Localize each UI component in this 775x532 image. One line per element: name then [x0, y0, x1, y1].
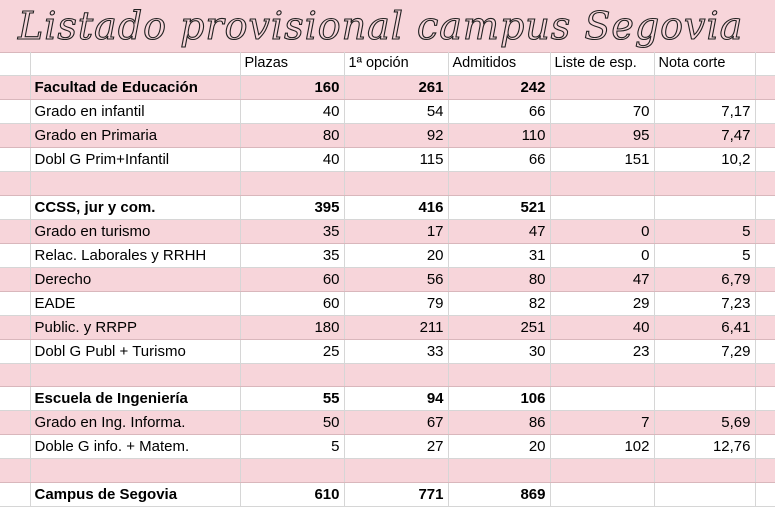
cell-primera-opcion — [344, 363, 448, 387]
cell-lista-espera — [550, 195, 654, 219]
table-row — [0, 435, 775, 459]
cell-nota-corte: 7,29 — [654, 339, 755, 363]
blank-cell — [755, 459, 775, 483]
cell-lista-espera — [550, 172, 654, 196]
blank-cell — [0, 339, 30, 363]
cell-plazas: 80 — [240, 124, 344, 148]
blank-cell — [30, 52, 240, 76]
cell-lista-espera — [550, 482, 654, 506]
cell-lista-espera — [550, 76, 654, 100]
cell-lista-espera: 29 — [550, 291, 654, 315]
cell-admitidos: 251 — [448, 315, 550, 339]
blank-cell — [0, 52, 30, 76]
title-banner — [0, 0, 775, 53]
cell-admitidos: 66 — [448, 100, 550, 124]
table-row — [0, 363, 775, 387]
cell-admitidos: 20 — [448, 435, 550, 459]
cell-admitidos: 110 — [448, 124, 550, 148]
cell-plazas: 50 — [240, 411, 344, 435]
cell-nota-corte: 7,23 — [654, 291, 755, 315]
blank-cell — [0, 219, 30, 243]
cell-plazas: 5 — [240, 435, 344, 459]
blank-cell — [755, 267, 775, 291]
blank-cell — [755, 482, 775, 506]
cell-primera-opcion: 94 — [344, 387, 448, 411]
cell-plazas: 25 — [240, 339, 344, 363]
cell-plazas: 180 — [240, 315, 344, 339]
blank-cell — [0, 291, 30, 315]
blank-cell — [755, 339, 775, 363]
cell-degree-name: Doble G info. + Matem. — [30, 435, 240, 459]
blank-cell — [0, 435, 30, 459]
blank-cell — [755, 363, 775, 387]
cell-plazas — [240, 363, 344, 387]
table-row — [0, 243, 775, 267]
cell-primera-opcion: 56 — [344, 267, 448, 291]
cell-degree-name: Grado en infantil — [30, 100, 240, 124]
table-row — [0, 219, 775, 243]
cell-lista-espera: 40 — [550, 315, 654, 339]
cell-degree-name — [30, 363, 240, 387]
cell-nota-corte: 7,47 — [654, 124, 755, 148]
cell-degree-name: Facultad de Educación — [30, 76, 240, 100]
cell-admitidos: 82 — [448, 291, 550, 315]
cell-plazas: 35 — [240, 219, 344, 243]
cell-admitidos: 242 — [448, 76, 550, 100]
cell-lista-espera — [550, 363, 654, 387]
blank-cell — [0, 387, 30, 411]
blank-cell — [0, 76, 30, 100]
cell-nota-corte: 10,2 — [654, 148, 755, 172]
cell-nota-corte — [654, 387, 755, 411]
sheet-title: Listado provisional campus Segovia — [18, 4, 744, 48]
blank-cell — [755, 195, 775, 219]
cell-plazas: 60 — [240, 267, 344, 291]
table-row — [0, 267, 775, 291]
cell-degree-name: EADE — [30, 291, 240, 315]
cell-lista-espera — [550, 387, 654, 411]
cell-lista-espera: 95 — [550, 124, 654, 148]
blank-cell — [0, 243, 30, 267]
blank-cell — [0, 172, 30, 196]
header-admitidos: Admitidos — [448, 52, 550, 76]
blank-cell — [755, 100, 775, 124]
cell-primera-opcion: 261 — [344, 76, 448, 100]
header-lista-espera: Liste de esp. — [550, 52, 654, 76]
cell-lista-espera: 151 — [550, 148, 654, 172]
cell-degree-name: Grado en Ing. Informa. — [30, 411, 240, 435]
cell-admitidos: 66 — [448, 148, 550, 172]
blank-cell — [755, 411, 775, 435]
cell-plazas: 40 — [240, 100, 344, 124]
cell-primera-opcion: 67 — [344, 411, 448, 435]
blank-cell — [0, 267, 30, 291]
cell-plazas: 55 — [240, 387, 344, 411]
cell-nota-corte: 6,79 — [654, 267, 755, 291]
table-row — [0, 148, 775, 172]
blank-cell — [755, 435, 775, 459]
cell-lista-espera: 7 — [550, 411, 654, 435]
cell-nota-corte: 7,17 — [654, 100, 755, 124]
cell-nota-corte: 6,41 — [654, 315, 755, 339]
table-row — [0, 100, 775, 124]
cell-primera-opcion: 27 — [344, 435, 448, 459]
cell-lista-espera: 0 — [550, 219, 654, 243]
cell-plazas — [240, 172, 344, 196]
cell-admitidos — [448, 172, 550, 196]
cell-nota-corte: 5 — [654, 243, 755, 267]
table-row — [0, 315, 775, 339]
blank-cell — [755, 315, 775, 339]
cell-admitidos: 106 — [448, 387, 550, 411]
cell-admitidos — [448, 363, 550, 387]
blank-cell — [755, 148, 775, 172]
cell-nota-corte: 5,69 — [654, 411, 755, 435]
cell-primera-opcion: 416 — [344, 195, 448, 219]
cell-primera-opcion — [344, 459, 448, 483]
cell-lista-espera: 47 — [550, 267, 654, 291]
cell-degree-name — [30, 172, 240, 196]
blank-cell — [0, 100, 30, 124]
cell-primera-opcion: 92 — [344, 124, 448, 148]
header-row — [0, 52, 775, 76]
cell-admitidos: 521 — [448, 195, 550, 219]
cell-lista-espera: 0 — [550, 243, 654, 267]
cell-plazas: 35 — [240, 243, 344, 267]
cell-primera-opcion: 79 — [344, 291, 448, 315]
cell-primera-opcion: 17 — [344, 219, 448, 243]
header-primera-opcion: 1ª opción — [344, 52, 448, 76]
cell-nota-corte — [654, 482, 755, 506]
cell-degree-name — [30, 459, 240, 483]
blank-cell — [755, 124, 775, 148]
cell-degree-name: Grado en turismo — [30, 219, 240, 243]
cell-degree-name: Grado en Primaria — [30, 124, 240, 148]
table-row — [0, 195, 775, 219]
table-row — [0, 339, 775, 363]
cell-admitidos: 80 — [448, 267, 550, 291]
cell-plazas: 40 — [240, 148, 344, 172]
table-row — [0, 459, 775, 483]
blank-cell — [755, 219, 775, 243]
blank-cell — [755, 52, 775, 76]
cell-admitidos — [448, 459, 550, 483]
blank-cell — [0, 363, 30, 387]
cell-admitidos: 47 — [448, 219, 550, 243]
cell-degree-name: Derecho — [30, 267, 240, 291]
blank-cell — [0, 148, 30, 172]
table-row — [0, 172, 775, 196]
cell-primera-opcion: 54 — [344, 100, 448, 124]
cell-admitidos: 30 — [448, 339, 550, 363]
cell-primera-opcion: 33 — [344, 339, 448, 363]
cell-plazas: 60 — [240, 291, 344, 315]
cell-degree-name: Relac. Laborales y RRHH — [30, 243, 240, 267]
cell-lista-espera: 23 — [550, 339, 654, 363]
table-row — [0, 411, 775, 435]
cell-nota-corte — [654, 459, 755, 483]
blank-cell — [755, 172, 775, 196]
cell-primera-opcion: 20 — [344, 243, 448, 267]
cell-plazas: 395 — [240, 195, 344, 219]
cell-primera-opcion: 211 — [344, 315, 448, 339]
cell-degree-name: Campus de Segovia — [30, 482, 240, 506]
cell-admitidos: 31 — [448, 243, 550, 267]
cell-lista-espera — [550, 459, 654, 483]
cell-admitidos: 86 — [448, 411, 550, 435]
admissions-table — [0, 52, 775, 507]
cell-admitidos: 869 — [448, 482, 550, 506]
cell-primera-opcion — [344, 172, 448, 196]
cell-degree-name: Escuela de Ingeniería — [30, 387, 240, 411]
table-row — [0, 387, 775, 411]
blank-cell — [755, 387, 775, 411]
cell-degree-name: Dobl G Prim+Infantil — [30, 148, 240, 172]
cell-plazas — [240, 459, 344, 483]
table-row — [0, 76, 775, 100]
blank-cell — [0, 459, 30, 483]
cell-nota-corte — [654, 195, 755, 219]
cell-degree-name: Public. y RRPP — [30, 315, 240, 339]
cell-plazas: 610 — [240, 482, 344, 506]
blank-cell — [0, 124, 30, 148]
cell-degree-name: CCSS, jur y com. — [30, 195, 240, 219]
cell-nota-corte — [654, 76, 755, 100]
table-row — [0, 482, 775, 506]
cell-degree-name: Dobl G Publ + Turismo — [30, 339, 240, 363]
table-row — [0, 124, 775, 148]
cell-primera-opcion: 771 — [344, 482, 448, 506]
blank-cell — [0, 411, 30, 435]
blank-cell — [755, 291, 775, 315]
cell-nota-corte: 5 — [654, 219, 755, 243]
blank-cell — [0, 315, 30, 339]
blank-cell — [755, 76, 775, 100]
table-row — [0, 291, 775, 315]
cell-nota-corte: 12,76 — [654, 435, 755, 459]
header-plazas: Plazas — [240, 52, 344, 76]
cell-nota-corte — [654, 172, 755, 196]
blank-cell — [0, 195, 30, 219]
cell-lista-espera: 70 — [550, 100, 654, 124]
cell-primera-opcion: 115 — [344, 148, 448, 172]
cell-plazas: 160 — [240, 76, 344, 100]
cell-nota-corte — [654, 363, 755, 387]
blank-cell — [755, 243, 775, 267]
cell-lista-espera: 102 — [550, 435, 654, 459]
header-nota-corte: Nota corte — [654, 52, 755, 76]
blank-cell — [0, 482, 30, 506]
